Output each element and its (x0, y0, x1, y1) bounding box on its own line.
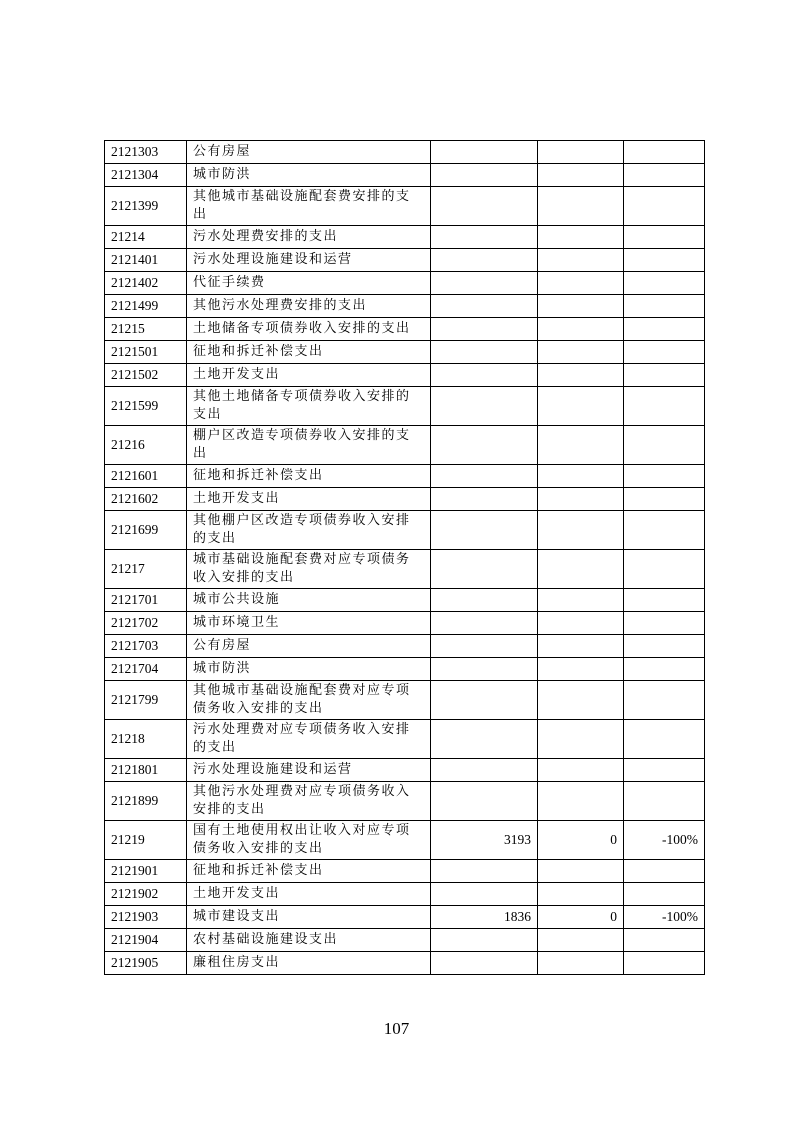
name-cell: 征地和拆迁补偿支出 (187, 341, 431, 364)
change-cell (624, 720, 705, 759)
table-row (105, 465, 705, 488)
change-cell (624, 141, 705, 164)
value-cell-2 (538, 929, 624, 952)
page-number: 107 (383, 1019, 410, 1038)
name-cell: 污水处理设施建设和运营 (187, 249, 431, 272)
name-cell: 城市公共设施 (187, 589, 431, 612)
code-cell: 2121401 (105, 249, 187, 272)
change-cell (624, 681, 705, 720)
code-cell: 2121801 (105, 759, 187, 782)
name-cell: 代征手续费 (187, 272, 431, 295)
table-row (105, 187, 705, 226)
code-cell: 2121701 (105, 589, 187, 612)
table-row (105, 906, 705, 929)
value-cell-2 (538, 387, 624, 426)
value-cell-2 (538, 488, 624, 511)
value-cell-1 (431, 589, 538, 612)
change-cell (624, 860, 705, 883)
table-row (105, 141, 705, 164)
code-cell: 2121704 (105, 658, 187, 681)
name-cell: 土地储备专项债券收入安排的支出 (187, 318, 431, 341)
value-cell-2 (538, 635, 624, 658)
code-cell: 2121499 (105, 295, 187, 318)
change-cell (624, 589, 705, 612)
change-cell (624, 465, 705, 488)
table-row (105, 860, 705, 883)
value-cell-2 (538, 782, 624, 821)
name-cell: 城市建设支出 (187, 906, 431, 929)
name-cell: 其他城市基础设施配套费安排的支出 (187, 187, 431, 226)
value-cell-2 (538, 759, 624, 782)
code-cell: 2121702 (105, 612, 187, 635)
code-cell: 2121599 (105, 387, 187, 426)
code-cell: 2121304 (105, 164, 187, 187)
table-row (105, 249, 705, 272)
change-cell (624, 488, 705, 511)
value-cell-2 (538, 658, 624, 681)
value-cell-2 (538, 341, 624, 364)
value-cell-1 (431, 720, 538, 759)
name-cell: 征地和拆迁补偿支出 (187, 465, 431, 488)
code-cell: 2121703 (105, 635, 187, 658)
code-cell: 2121501 (105, 341, 187, 364)
value-cell-2 (538, 426, 624, 465)
name-cell: 土地开发支出 (187, 883, 431, 906)
name-cell: 廉租住房支出 (187, 952, 431, 975)
value-cell-2 (538, 187, 624, 226)
value-cell-1 (431, 164, 538, 187)
name-cell: 其他棚户区改造专项债券收入安排的支出 (187, 511, 431, 550)
value-cell-2 (538, 249, 624, 272)
table-row (105, 341, 705, 364)
table-row (105, 782, 705, 821)
name-cell: 公有房屋 (187, 141, 431, 164)
table-row (105, 658, 705, 681)
value-cell-1 (431, 141, 538, 164)
value-cell-1: 1836 (431, 906, 538, 929)
value-cell-2 (538, 720, 624, 759)
name-cell: 城市防洪 (187, 658, 431, 681)
code-cell: 21217 (105, 550, 187, 589)
value-cell-1 (431, 318, 538, 341)
change-cell (624, 226, 705, 249)
value-cell-1 (431, 782, 538, 821)
table-row (105, 164, 705, 187)
table-row (105, 488, 705, 511)
value-cell-2 (538, 681, 624, 720)
code-cell: 2121402 (105, 272, 187, 295)
value-cell-1 (431, 226, 538, 249)
value-cell-2 (538, 295, 624, 318)
change-cell (624, 929, 705, 952)
change-cell (624, 759, 705, 782)
value-cell-2 (538, 226, 624, 249)
value-cell-1 (431, 759, 538, 782)
change-cell (624, 612, 705, 635)
table-row (105, 295, 705, 318)
code-cell: 2121601 (105, 465, 187, 488)
table-row (105, 759, 705, 782)
table-row (105, 612, 705, 635)
name-cell: 污水处理费对应专项债务收入安排的支出 (187, 720, 431, 759)
value-cell-1 (431, 658, 538, 681)
change-cell (624, 364, 705, 387)
value-cell-1 (431, 488, 538, 511)
value-cell-1 (431, 883, 538, 906)
change-cell (624, 511, 705, 550)
table-row (105, 589, 705, 612)
name-cell: 其他土地储备专项债券收入安排的支出 (187, 387, 431, 426)
name-cell: 城市防洪 (187, 164, 431, 187)
table-row (105, 272, 705, 295)
change-cell: -100% (624, 821, 705, 860)
name-cell: 污水处理设施建设和运营 (187, 759, 431, 782)
code-cell: 2121502 (105, 364, 187, 387)
value-cell-1 (431, 272, 538, 295)
value-cell-1 (431, 295, 538, 318)
table-row (105, 318, 705, 341)
change-cell (624, 387, 705, 426)
table-row (105, 821, 705, 860)
code-cell: 2121303 (105, 141, 187, 164)
code-cell: 2121602 (105, 488, 187, 511)
value-cell-1 (431, 860, 538, 883)
code-cell: 2121903 (105, 906, 187, 929)
name-cell: 其他城市基础设施配套费对应专项债务收入安排的支出 (187, 681, 431, 720)
table-body (105, 141, 705, 975)
code-cell: 2121902 (105, 883, 187, 906)
value-cell-2 (538, 612, 624, 635)
table-row (105, 387, 705, 426)
table-row (105, 550, 705, 589)
code-cell: 2121699 (105, 511, 187, 550)
name-cell: 农村基础设施建设支出 (187, 929, 431, 952)
value-cell-1 (431, 387, 538, 426)
code-cell: 2121904 (105, 929, 187, 952)
name-cell: 城市环境卫生 (187, 612, 431, 635)
change-cell (624, 658, 705, 681)
value-cell-2 (538, 272, 624, 295)
value-cell-1 (431, 550, 538, 589)
name-cell: 污水处理费安排的支出 (187, 226, 431, 249)
value-cell-2 (538, 318, 624, 341)
value-cell-1 (431, 187, 538, 226)
value-cell-1 (431, 929, 538, 952)
value-cell-1 (431, 426, 538, 465)
code-cell: 21218 (105, 720, 187, 759)
code-cell: 2121399 (105, 187, 187, 226)
budget-table (104, 140, 705, 975)
value-cell-2 (538, 164, 624, 187)
change-cell (624, 635, 705, 658)
table-row (105, 226, 705, 249)
change-cell (624, 272, 705, 295)
table-row (105, 426, 705, 465)
table-row (105, 720, 705, 759)
value-cell-1 (431, 612, 538, 635)
table-row (105, 364, 705, 387)
change-cell (624, 249, 705, 272)
change-cell (624, 426, 705, 465)
name-cell: 土地开发支出 (187, 364, 431, 387)
change-cell (624, 883, 705, 906)
value-cell-1 (431, 364, 538, 387)
name-cell: 土地开发支出 (187, 488, 431, 511)
value-cell-1 (431, 952, 538, 975)
table-row (105, 511, 705, 550)
change-cell (624, 295, 705, 318)
value-cell-2 (538, 883, 624, 906)
change-cell: -100% (624, 906, 705, 929)
code-cell: 21214 (105, 226, 187, 249)
value-cell-2: 0 (538, 821, 624, 860)
value-cell-1 (431, 635, 538, 658)
name-cell: 征地和拆迁补偿支出 (187, 860, 431, 883)
code-cell: 21216 (105, 426, 187, 465)
change-cell (624, 187, 705, 226)
value-cell-2 (538, 589, 624, 612)
table-row (105, 929, 705, 952)
change-cell (624, 782, 705, 821)
value-cell-1 (431, 341, 538, 364)
name-cell: 国有土地使用权出让收入对应专项债务收入安排的支出 (187, 821, 431, 860)
value-cell-2 (538, 860, 624, 883)
value-cell-1 (431, 511, 538, 550)
table-row (105, 952, 705, 975)
name-cell: 棚户区改造专项债券收入安排的支出 (187, 426, 431, 465)
change-cell (624, 341, 705, 364)
value-cell-2 (538, 550, 624, 589)
value-cell-1 (431, 465, 538, 488)
value-cell-2 (538, 465, 624, 488)
table-row (105, 635, 705, 658)
name-cell: 其他污水处理费对应专项债务收入安排的支出 (187, 782, 431, 821)
value-cell-2 (538, 952, 624, 975)
code-cell: 2121905 (105, 952, 187, 975)
name-cell: 城市基础设施配套费对应专项债务收入安排的支出 (187, 550, 431, 589)
change-cell (624, 550, 705, 589)
code-cell: 2121799 (105, 681, 187, 720)
table-row (105, 883, 705, 906)
code-cell: 21215 (105, 318, 187, 341)
name-cell: 公有房屋 (187, 635, 431, 658)
value-cell-2 (538, 511, 624, 550)
change-cell (624, 164, 705, 187)
name-cell: 其他污水处理费安排的支出 (187, 295, 431, 318)
change-cell (624, 318, 705, 341)
value-cell-2: 0 (538, 906, 624, 929)
value-cell-2 (538, 364, 624, 387)
code-cell: 21219 (105, 821, 187, 860)
value-cell-1 (431, 681, 538, 720)
value-cell-2 (538, 141, 624, 164)
value-cell-1 (431, 249, 538, 272)
table-row (105, 681, 705, 720)
value-cell-1: 3193 (431, 821, 538, 860)
change-cell (624, 952, 705, 975)
code-cell: 2121901 (105, 860, 187, 883)
code-cell: 2121899 (105, 782, 187, 821)
